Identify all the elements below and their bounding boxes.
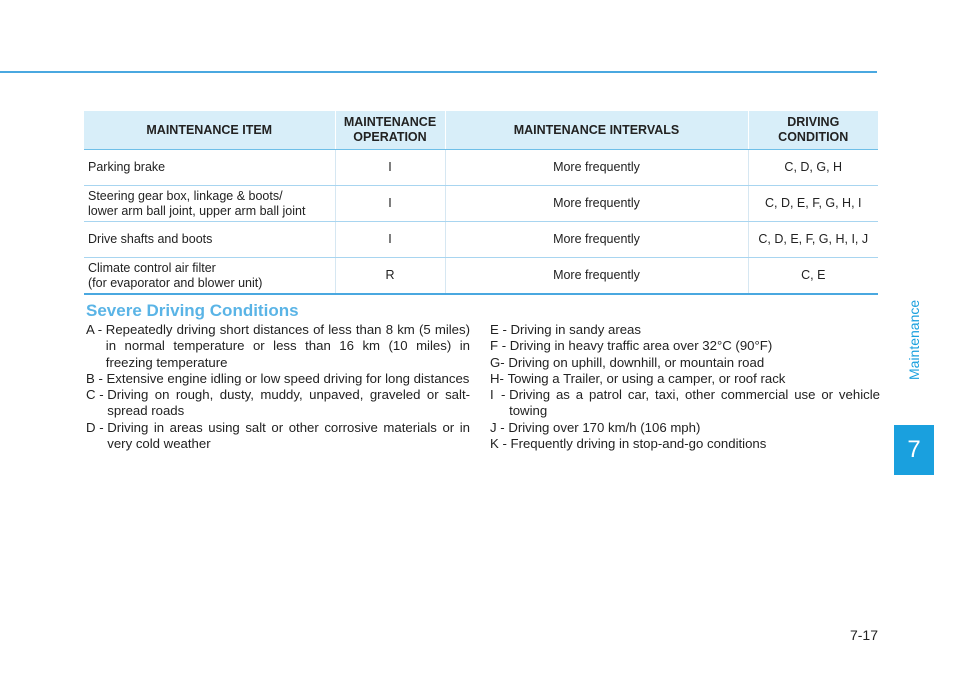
header-maintenance-item: MAINTENANCE ITEM: [84, 111, 335, 150]
cell-operation: I: [335, 150, 445, 186]
condition-text: Frequently driving in stop-and-go conditions: [510, 436, 767, 452]
cell-condition: C, D, G, H: [748, 150, 878, 186]
condition-code: G-: [490, 354, 509, 370]
cell-item: Climate control air filter (for evaporator and blower unit): [84, 258, 335, 295]
condition-item: [490, 436, 880, 452]
condition-item: [490, 371, 880, 387]
section-title: Severe Driving Conditions: [86, 301, 299, 320]
condition-code: E -: [490, 322, 511, 337]
cell-interval: More frequently: [445, 186, 748, 222]
page-number: 7-17: [849, 627, 878, 643]
condition-item: [86, 387, 470, 420]
condition-code: A -: [86, 322, 106, 337]
conditions-left-column: [86, 322, 470, 452]
condition-code: B -: [86, 370, 107, 386]
condition-item: [86, 371, 470, 387]
condition-item: [86, 322, 470, 371]
condition-text: Driving as a patrol car, taxi, other commercial use or vehicle towing: [509, 387, 880, 419]
condition-code: F -: [490, 338, 510, 354]
cell-item: Drive shafts and boots: [84, 222, 335, 258]
table-row: [84, 222, 878, 258]
cell-interval: More frequently: [445, 150, 748, 186]
conditions-right-column: [490, 322, 880, 452]
condition-text: Repeatedly driving short distances of less than 8 km (5 miles) in normal temperature or less than 16 km (10 miles) in freezing temperature: [105, 322, 470, 370]
condition-code: D -: [86, 419, 108, 435]
top-rule: [0, 71, 877, 73]
condition-code: J -: [490, 419, 509, 435]
chapter-number-tab: 7: [894, 425, 934, 475]
condition-text: Towing a Trailer, or using a camper, or roof rack: [507, 370, 786, 386]
condition-item: [490, 322, 880, 338]
cell-condition: C, D, E, F, G, H, I: [748, 186, 878, 222]
table-row: [84, 186, 878, 222]
condition-text: Driving in areas using salt or other corrosive materials or in very cold weather: [107, 419, 470, 452]
condition-item: [490, 355, 880, 371]
cell-operation: I: [335, 222, 445, 258]
condition-item: [490, 338, 880, 354]
cell-item: Parking brake: [84, 150, 335, 186]
maintenance-table: [84, 111, 878, 295]
cell-operation: R: [335, 258, 445, 295]
table-row: [84, 258, 878, 295]
condition-text: Driving in heavy traffic area over 32°C (90°F): [509, 338, 773, 354]
cell-condition: C, E: [748, 258, 878, 295]
cell-operation: I: [335, 186, 445, 222]
condition-text: Extensive engine idling or low speed driving for long distances: [106, 370, 470, 386]
condition-code: K -: [490, 436, 511, 452]
chapter-side-label: Maintenance: [906, 299, 922, 381]
condition-text: Driving over 170 km/h (106 mph): [508, 419, 701, 435]
table-header-row: [84, 111, 878, 150]
condition-code: C -: [86, 387, 108, 403]
condition-code: H-: [490, 370, 508, 386]
cell-interval: More frequently: [445, 258, 748, 295]
header-driving-condition: DRIVING CONDITION: [748, 111, 878, 150]
cell-interval: More frequently: [445, 222, 748, 258]
cell-item: Steering gear box, linkage & boots/ lower arm ball joint, upper arm ball joint: [84, 186, 335, 222]
condition-item: [490, 420, 880, 436]
header-maintenance-intervals: MAINTENANCE INTERVALS: [445, 111, 748, 150]
table-row: [84, 150, 878, 186]
header-maintenance-operation: MAINTENANCE OPERATION: [335, 111, 445, 150]
cell-condition: C, D, E, F, G, H, I, J: [748, 222, 878, 258]
condition-text: Driving on rough, dusty, muddy, unpaved, graveled or salt-spread roads: [107, 387, 470, 419]
condition-code: I -: [490, 387, 510, 403]
condition-text: Driving on uphill, downhill, or mountain road: [508, 354, 765, 370]
condition-item: [86, 420, 470, 453]
condition-item: [490, 387, 880, 420]
condition-text: Driving in sandy areas: [510, 322, 641, 337]
